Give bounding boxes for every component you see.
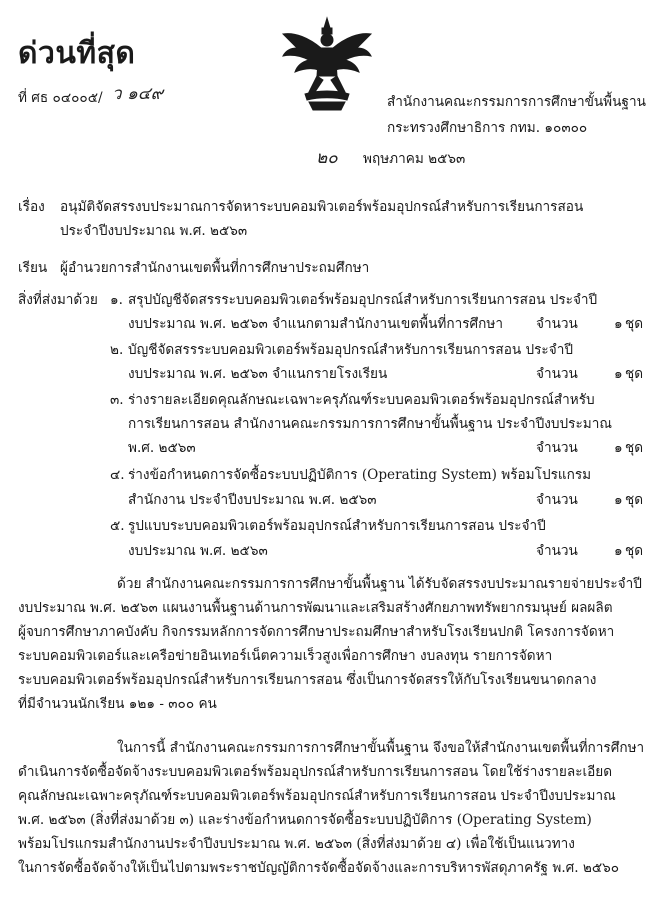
office-address: กระทรวงศึกษาธิการ กทม. ๑๐๓๐๐ [387,120,588,136]
body-text-line: ดำเนินการจัดซื้อจัดจ้างระบบคอมพิวเตอร์พร้อมอุปกรณ์สำหรับการเรียนการสอน โดยใช้ร่างรายละเอียด [18,764,613,780]
attachment-qty-label: จำนวน [536,440,578,456]
attachment-number: ๕. [110,518,125,534]
attachment-line: สำนักงาน ประจำปีงบประมาณ พ.ศ. ๒๕๖๓ [128,492,377,508]
attachment-line: งบประมาณ พ.ศ. ๒๕๖๓ [128,543,268,559]
body-text-line: ด้วย สำนักงานคณะกรรมการการศึกษาขั้นพื้นฐาน ได้รับจัดสรรงบประมาณรายจ่ายประจำปี [117,576,642,592]
garuda-emblem-icon [279,14,375,114]
subject-line: อนุมัติจัดสรรงบประมาณการจัดหาระบบคอมพิวเตอร์พร้อมอุปกรณ์สำหรับการเรียนการสอน [60,199,584,215]
attachment-qty-unit: ชุด [625,543,644,559]
body-text-line: งบประมาณ พ.ศ. ๒๕๖๓ แผนงานพื้นฐานด้านการพัฒนาและเสริมสร้างศักยภาพทรัพยากรมนุษย์ ผลผลิต [18,600,613,616]
attachment-qty-unit: ชุด [625,316,644,332]
body-text-line: พ.ศ. ๒๕๖๓ (สิ่งที่ส่งมาด้วย ๓) และร่างข้อกำหนดการจัดซื้อระบบปฏิบัติการ (Operating System) [18,812,592,828]
body-text-line: คุณลักษณะเฉพาะครุภัณฑ์ระบบคอมพิวเตอร์พร้อมอุปกรณ์สำหรับการเรียนการสอน ประจำปีงบประมาณ [18,788,616,804]
attachment-qty-value: ๑ [614,366,623,382]
attachment-qty-value: ๑ [614,440,623,456]
attachment-line: สรุปบัญชีจัดสรรระบบคอมพิวเตอร์พร้อมอุปกรณ์สำหรับการเรียนการสอน ประจำปี [128,292,598,308]
attachment-line: บัญชีจัดสรรระบบคอมพิวเตอร์พร้อมอุปกรณ์สำหรับการเรียนการสอน ประจำปี [128,342,573,358]
attachment-number: ๓. [110,392,124,408]
attachment-qty-value: ๑ [614,316,623,332]
attachment-line: ร่างรายละเอียดคุณลักษณะเฉพาะครุภัณฑ์ระบบคอมพิวเตอร์พร้อมอุปกรณ์สำหรับ [128,392,595,408]
recipient-label: เรียน [18,260,48,276]
body-text-line: ระบบคอมพิวเตอร์และเครือข่ายอินเทอร์เน็ตความเร็วสูงเพื่อการศึกษา งบลงทุน รายการจัดหา [18,648,553,664]
attachment-qty-value: ๑ [614,492,623,508]
attachment-line: การเรียนการสอน สำนักงานคณะกรรมการการศึกษาขั้นพื้นฐาน ประจำปีงบประมาณ [128,416,612,432]
office-name: สำนักงานคณะกรรมการการศึกษาขั้นพื้นฐาน [387,94,646,110]
body-text-line: ในการนี้ สำนักงานคณะกรรมการการศึกษาขั้นพื้นฐาน จึงขอให้สำนักงานเขตพื้นที่การศึกษา [117,740,645,756]
document-number-handwritten: ว ๑๔๙ [112,84,164,104]
attachment-qty-label: จำนวน [536,316,578,332]
recipient: ผู้อำนวยการสำนักงานเขตพื้นที่การศึกษาประถมศึกษา [60,260,370,276]
attachment-line: รูปแบบระบบคอมพิวเตอร์พร้อมอุปกรณ์สำหรับการเรียนการสอน ประจำปี [128,518,546,534]
body-text-line: ระบบคอมพิวเตอร์พร้อมอุปกรณ์สำหรับการเรียนการสอน ซึ่งเป็นการจัดสรรให้กับโรงเรียนขนาดกลาง [18,672,597,688]
attachment-line: งบประมาณ พ.ศ. ๒๕๖๓ จำแนกตามสำนักงานเขตพื้นที่การศึกษา [128,316,503,332]
attachment-number: ๒. [110,342,124,358]
body-text-line: ในการจัดซื้อจัดจ้างให้เป็นไปตามพระราชบัญญัติการจัดซื้อจัดจ้างและการบริหารพัสดุภาครัฐ พ.ศ. ๒๕๖๐ [18,860,620,876]
body-text-line: ผู้จบการศึกษาภาคบังคับ กิจกรรมหลักการจัดการศึกษาประถมศึกษาสำหรับโรงเรียนปกติ โครงการจัดหา [18,624,615,640]
attachment-qty-unit: ชุด [625,366,644,382]
attachment-line: ร่างข้อกำหนดการจัดซื้อระบบปฏิบัติการ (Operating System) พร้อมโปรแกรม [128,467,592,483]
urgency-stamp: ด่วนที่สุด [18,36,136,71]
body-text-line: ที่มีจำนวนนักเรียน ๑๒๑ - ๓๐๐ คน [18,696,217,712]
document-number: ที่ ศธ ๐๔๐๐๕/ [18,90,103,106]
attachments-label: สิ่งที่ส่งมาด้วย [18,292,98,308]
attachment-qty-label: จำนวน [536,492,578,508]
date-month-year: พฤษภาคม ๒๕๖๓ [363,151,466,167]
attachment-qty-unit: ชุด [625,440,644,456]
attachment-qty-label: จำนวน [536,543,578,559]
attachment-number: ๑. [110,292,123,308]
attachment-line: งบประมาณ พ.ศ. ๒๕๖๓ จำแนกรายโรงเรียน [128,366,388,382]
body-text-line: พร้อมโปรแกรมสำนักงานประจำปีงบประมาณ พ.ศ. ๒๕๖๓ (สิ่งที่ส่งมาด้วย ๔) เพื่อใช้เป็นแนวทาง [18,836,575,852]
subject-label: เรื่อง [18,199,45,215]
attachment-line: พ.ศ. ๒๕๖๓ [128,440,196,456]
attachment-qty-label: จำนวน [536,366,578,382]
attachment-qty-value: ๑ [614,543,623,559]
attachment-number: ๔. [110,467,125,483]
date-day-handwritten: ๒๐ [316,148,338,168]
attachment-qty-unit: ชุด [625,492,644,508]
subject-line: ประจำปีงบประมาณ พ.ศ. ๒๕๖๓ [60,223,248,239]
